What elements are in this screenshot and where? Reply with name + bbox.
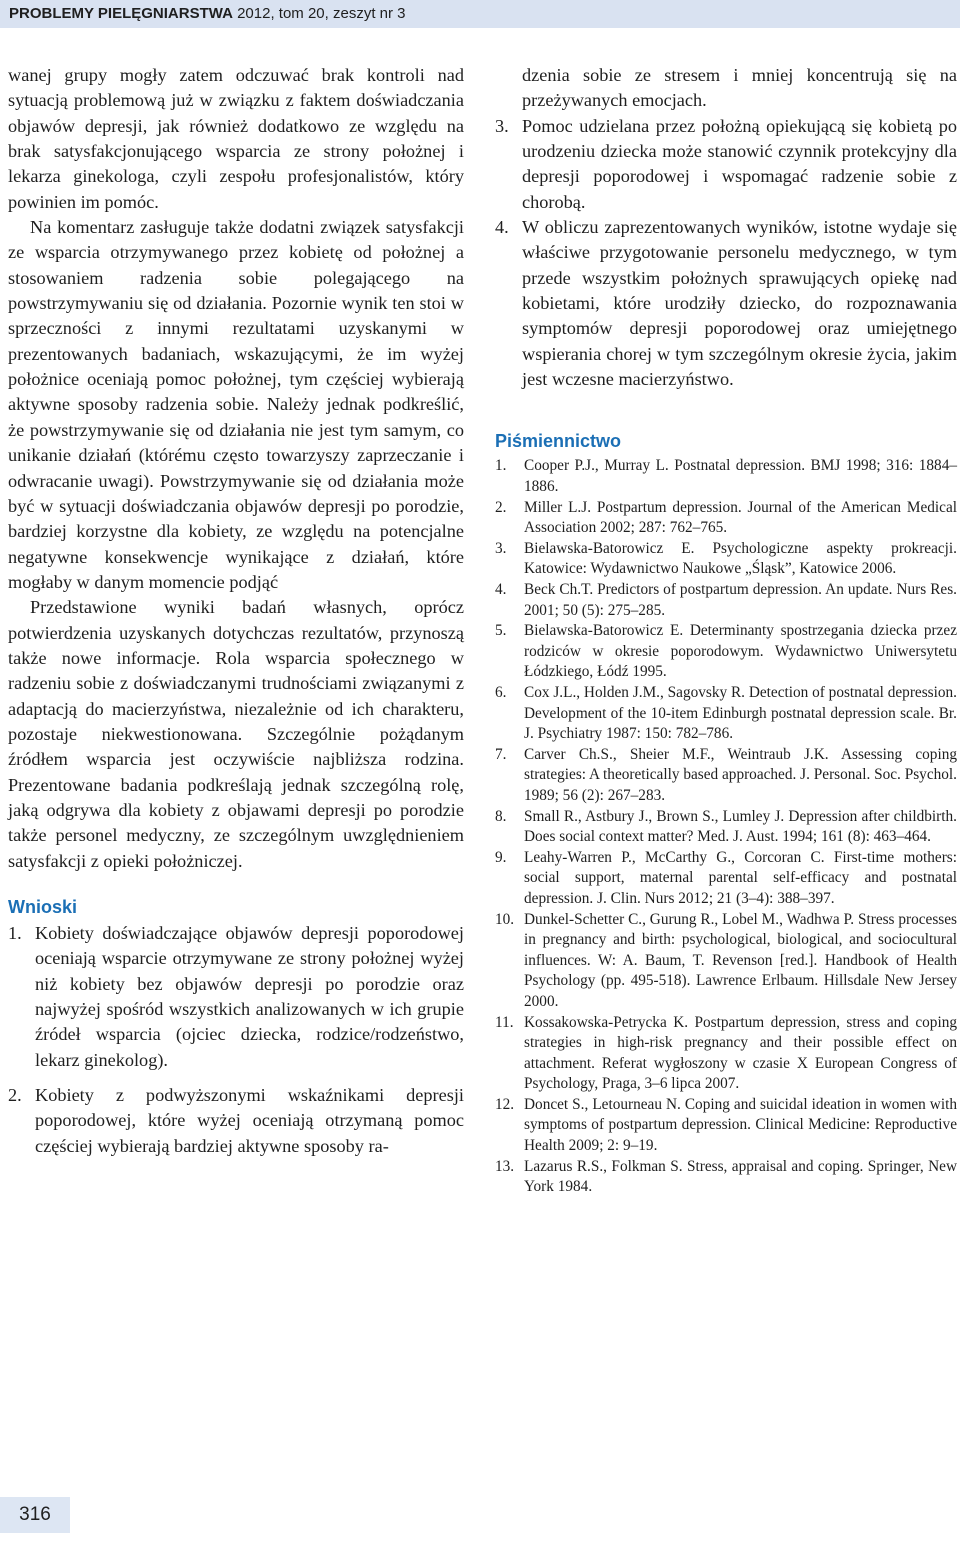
reference-number: 11. [495, 1013, 514, 1031]
reference-number: 9. [495, 848, 507, 866]
conclusion-number: 2. [8, 1085, 22, 1106]
journal-issue: 2012, tom 20, zeszyt nr 3 [232, 5, 406, 22]
references-list [495, 456, 957, 1197]
reference-number: 10. [495, 910, 515, 928]
conclusion-item [495, 114, 957, 215]
conclusions-heading: Wnioski [8, 897, 78, 917]
reference-item [495, 1157, 957, 1198]
conclusion-continued: dzenia sobie ze stresem i mniej koncentrują się na przeżywanych emocjach. [522, 65, 957, 111]
reference-item [495, 498, 957, 539]
left-column [8, 63, 464, 1159]
conclusions-list-right [495, 114, 957, 393]
reference-number: 3. [495, 539, 507, 557]
reference-number: 5. [495, 622, 507, 640]
reference-item [495, 1013, 957, 1095]
page-number: 316 [0, 1497, 70, 1533]
conclusion-number: 3. [495, 115, 509, 136]
journal-title: PROBLEMY PIELĘGNIARSTWA [9, 5, 233, 22]
conclusions-list-left [8, 921, 464, 1159]
paragraph-comment: Na komentarz zasługuje także dodatni związek satysfakcji ze wsparcia otrzymywanego przez kobietę od położnej a stosowaniem radzenia sobie polegającego na powstrzymywaniu się od działania. Pozornie wynik ten stoi w sprzeczności z innymi rezultatami uzyskanymi w prezentowanych badaniach, wskazującymi, że im wyżej położnice oceniają pomoc położnej, tym częściej wybierają aktywne sposoby radzenia sobie. Należy jednak podkreślić, że powstrzymywanie się od działania nie jest tym samym, co unikanie działań (którému często towarzyszy zaprzeczanie i odwracanie uwagi). Powstrzymywanie się od działania może być w sytuacji doświadczania objawów depresji po porodzie, bardziej korzystne dla kobiety, ze względu na potencjalne negatywne konsekwencje wynikające z działań, które mogłaby w danym momencie podjąć [8, 217, 464, 592]
references-heading: Piśmiennictwo [495, 431, 622, 452]
reference-number: 1. [495, 457, 507, 475]
conclusion-number: 1. [8, 923, 22, 943]
reference-item [495, 848, 957, 910]
conclusion-text: W obliczu zaprezentowanych wyników, istotne wydaje się właściwe przygotowanie personelu medycznego, w tym przede wszystkim położnych sprawujących opiekę nad kobietami, które urodziły dziecko, do rozpoznawania symptomów depresji poporodowej oraz umiejętnego wspierania chorej w tym szczególnym okresie życia, jakim jest wczesne macierzyństwo. [522, 217, 957, 390]
reference-item [495, 807, 957, 848]
reference-text: Cox J.L., Holden J.M., Sagovsky R. Detection of postnatal depression. Development of the 10-item Edinburgh postnatal depression scale. Br. J. Psychiatry 1987: 150: 782–786. [524, 684, 957, 743]
reference-number: 7. [495, 745, 507, 763]
reference-number: 13. [495, 1157, 515, 1175]
reference-number: 6. [495, 684, 507, 701]
reference-item [495, 539, 957, 580]
reference-text: Carver Ch.S., Sheier M.F., Weintraub J.K. Assessing coping strategies: A theoretically based approached. J. Personal. Soc. Psychol. 1989; 56 (2): 267–283. [524, 745, 957, 804]
conclusion-text: Pomoc udzielana przez położną opiekującą się kobietą po urodzeniu dziecka może stanowić czynnik protekcyjny dla depresji poporodowej i wspomagać radzenie sobie z chorobą. [522, 115, 957, 212]
reference-text: Dunkel-Schetter C., Gurung R., Lobel M., Wadhwa P. Stress processes in pregnancy and birth: psychological, biological, and sociocultural influences. W: A. Baum, T. Revenson [red.]. Handbook of Health Psychology (pp. 495-518). Lawrence Erlbaum. Hillsdale New Jersey 2000. [524, 910, 957, 1010]
conclusion-text: Kobiety doświadczające objawów depresji poporodowej oceniają wsparcie otrzymywane ze strony położnej wyżej niż kobiety bez objawów depresji po porodzie oraz najwyżej spośród wszystkich analizowanych w ich grupie źródeł wsparcia (ojciec dziecka, rodzice/rodzeństwo, lekarz ginekolog). [35, 923, 464, 1070]
reference-number: 4. [495, 581, 507, 599]
reference-item [495, 745, 957, 807]
reference-item [495, 910, 957, 1013]
right-column [495, 63, 957, 1198]
reference-text: Lazarus R.S., Folkman S. Stress, appraisal and coping. Springer, New York 1984. [524, 1157, 957, 1196]
conclusion-text: Kobiety z podwyższonymi wskaźnikami depresji poporodowej, które wyżej oceniają otrzymaną pomoc częściej wybierają bardziej aktywne sposoby ra- [35, 1085, 464, 1156]
reference-text: Doncet S., Letourneau N. Coping and suicidal ideation in women with symptoms of postpartum depression. Clinical Medicine: Reproductive Health 2009; 2: 9–19. [524, 1095, 957, 1155]
reference-number: 12. [495, 1095, 515, 1113]
reference-text: Leahy-Warren P., McCarthy G., Corcoran C. First-time mothers: social support, maternal parental self-efficacy and postnatal depression. J. Clin. Nurs 2012; 21 (3–4): 388–397. [524, 848, 957, 907]
reference-item [495, 683, 957, 745]
running-header [0, 0, 960, 28]
reference-item [495, 456, 957, 497]
reference-text: Miller L.J. Postpartum depression. Journal of the American Medical Association 2002; 287: 762–765. [524, 498, 957, 537]
reference-item [495, 1095, 957, 1157]
reference-item [495, 621, 957, 683]
reference-text: Cooper P.J., Murray L. Postnatal depression. BMJ 1998; 316: 1884–1886. [524, 457, 957, 496]
conclusion-item [495, 215, 957, 392]
conclusion-item [8, 921, 464, 1073]
reference-item [495, 580, 957, 621]
paragraph-continued: wanej grupy mogły zatem odczuwać brak kontroli nad sytuacją problemową już w związku z faktem doświadczania objawów depresji, jak również dodatkowo ze względu na brak satysfakcjonującego wsparcia ze strony położnej i lekarza ginekologa, czyli zespołu profesjonalistów, który powinien im pomóc. [8, 65, 464, 212]
reference-text: Beck Ch.T. Predictors of postpartum depression. An update. Nurs Res. 2001; 50 (5): 275–285. [524, 581, 957, 619]
reference-text: Bielawska-Batorowicz E. Psychologiczne aspekty prokreacji. Katowice: Wydawnictwo Naukowe „Śląsk”, Katowice 2006. [524, 539, 957, 578]
conclusion-item [8, 1083, 464, 1159]
reference-text: Small R., Astbury J., Brown S., Lumley J. Depression after childbirth. Does social context matter? Med. J. Aust. 1994; 161 (8): 463–464. [524, 807, 957, 846]
paragraph-results: Przedstawione wyniki badań własnych, oprócz potwierdzenia uzyskanych dotychczas rezultatów, przynoszą także nowe informacje. Rola wsparcia społecznego w radzeniu sobie z doświadczanymi trudnościami związanymi z adaptacją do macierzyństwa, niezależnie od ich charakteru, pozostaje niekwestionowana. Szczególnie pożądanym źródłem wsparcia jest oczywiście najbliższa rodzina. Prezentowane badania podkreślają jednak szczególną rolę, jaką odgrywa dla kobiety z objawami depresji po porodzie także personel medyczny, ze szczególnym uwzględnieniem satysfakcji z opieki położniczej. [8, 597, 464, 871]
reference-text: Kossakowska-Petrycka K. Postpartum depression, stress and coping strategies in high-risk pregnancy and their possible effect on attachment. Referat wygłoszony w czasie X European Congress of Psychology, Praga, 3–6 lipca 2007. [524, 1013, 957, 1093]
conclusion-number: 4. [495, 217, 509, 238]
reference-text: Bielawska-Batorowicz E. Determinanty spostrzegania dziecka przez rodziców w okresie poporodowym. Wydawnictwo Uniwersytetu Łódzkiego, Łódź 1995. [524, 622, 957, 681]
reference-number: 2. [495, 498, 507, 516]
reference-number: 8. [495, 807, 507, 825]
